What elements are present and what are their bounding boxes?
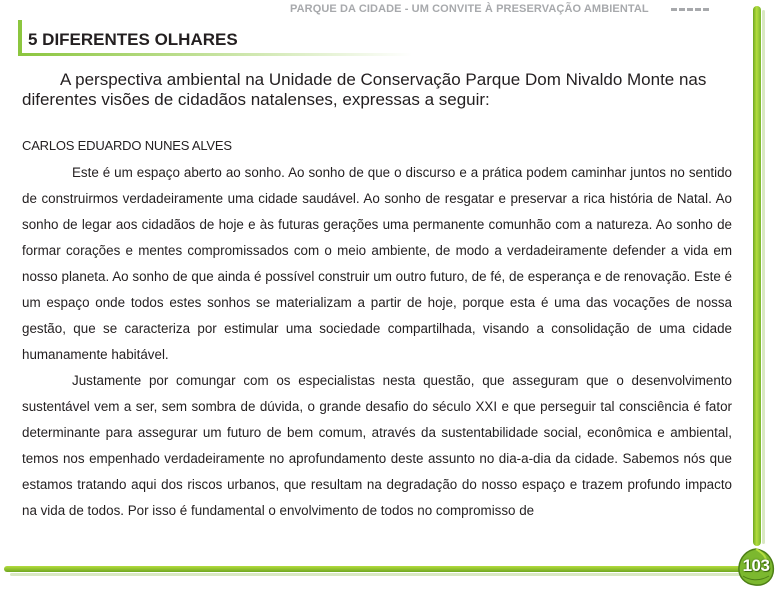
body-paragraph-1: Este é um espaço aberto ao sonho. Ao sonho de que o discurso e a prática podem caminhar juntos no sentido de construirmos verdadeiramente uma cidade saudável. Ao sonho de resgatar e preservar a rica história de Natal. Ao sonho de legar aos cidadãos de hoje e às futuras gerações uma permanente comunhão com a natureza. Ao sonho de formar corações e mentes compromissados com o meio ambiente, de modo a verdadeiramente defender a vida em nosso planeta. Ao sonho de que ainda é possível construir um outro futuro, de fé, de esperança e de renovação. Este é um espaço onde todos estes sonhos se materializam a partir de hoje, porque esta é uma das vocações de nossa gestão, que se caracteriza por estimular uma sociedade compartilhada, visando a consolidação de uma cidade humanamente habitável. — [22, 165, 732, 362]
running-header: PARQUE DA CIDADE - UM CONVITE À PRESERVAÇÃO AMBIENTAL — [290, 3, 649, 15]
body-text — [22, 160, 732, 524]
author-name: CARLOS EDUARDO NUNES ALVES — [22, 138, 232, 153]
bottom-decorative-rail — [4, 566, 764, 572]
header-dots-ornament — [671, 8, 711, 11]
intro-paragraph — [22, 70, 734, 110]
section-title-underline — [22, 53, 412, 56]
body-paragraph-2: Justamente por comungar com os especialistas nesta questão, que asseguram que o desenvolvimento sustentável vem a ser, sem sombra de dúvida, o grande desafio do século XXI e que perseguir tal consciência é fator determinante para assegurar um futuro de bem comum, através da sustentabilidade social, econômica e ambiental, temos nos empenhado verdadeiramente no aprofundamento deste assunto no dia-a-dia da cidade. Sabemos nós que estamos tratando aqui dos riscos urbanos, que resultam na degradação do nosso espaço e trazem profundo impacto na vida de todos. Por isso é fundamental o envolvimento de todos no compromisso de — [22, 373, 732, 518]
right-decorative-rail — [753, 6, 761, 546]
right-rail-shadow — [762, 10, 765, 544]
page-number: 103 — [742, 556, 770, 575]
bottom-rail-shadow — [10, 573, 750, 576]
section-title: 5 DIFERENTES OLHARES — [28, 30, 238, 49]
intro-text: A perspectiva ambiental na Unidade de Conservação Parque Dom Nivaldo Monte nas diferentes visões de cidadãos natalenses, expressas a seguir: — [22, 70, 707, 109]
section-title-bar — [18, 20, 22, 56]
